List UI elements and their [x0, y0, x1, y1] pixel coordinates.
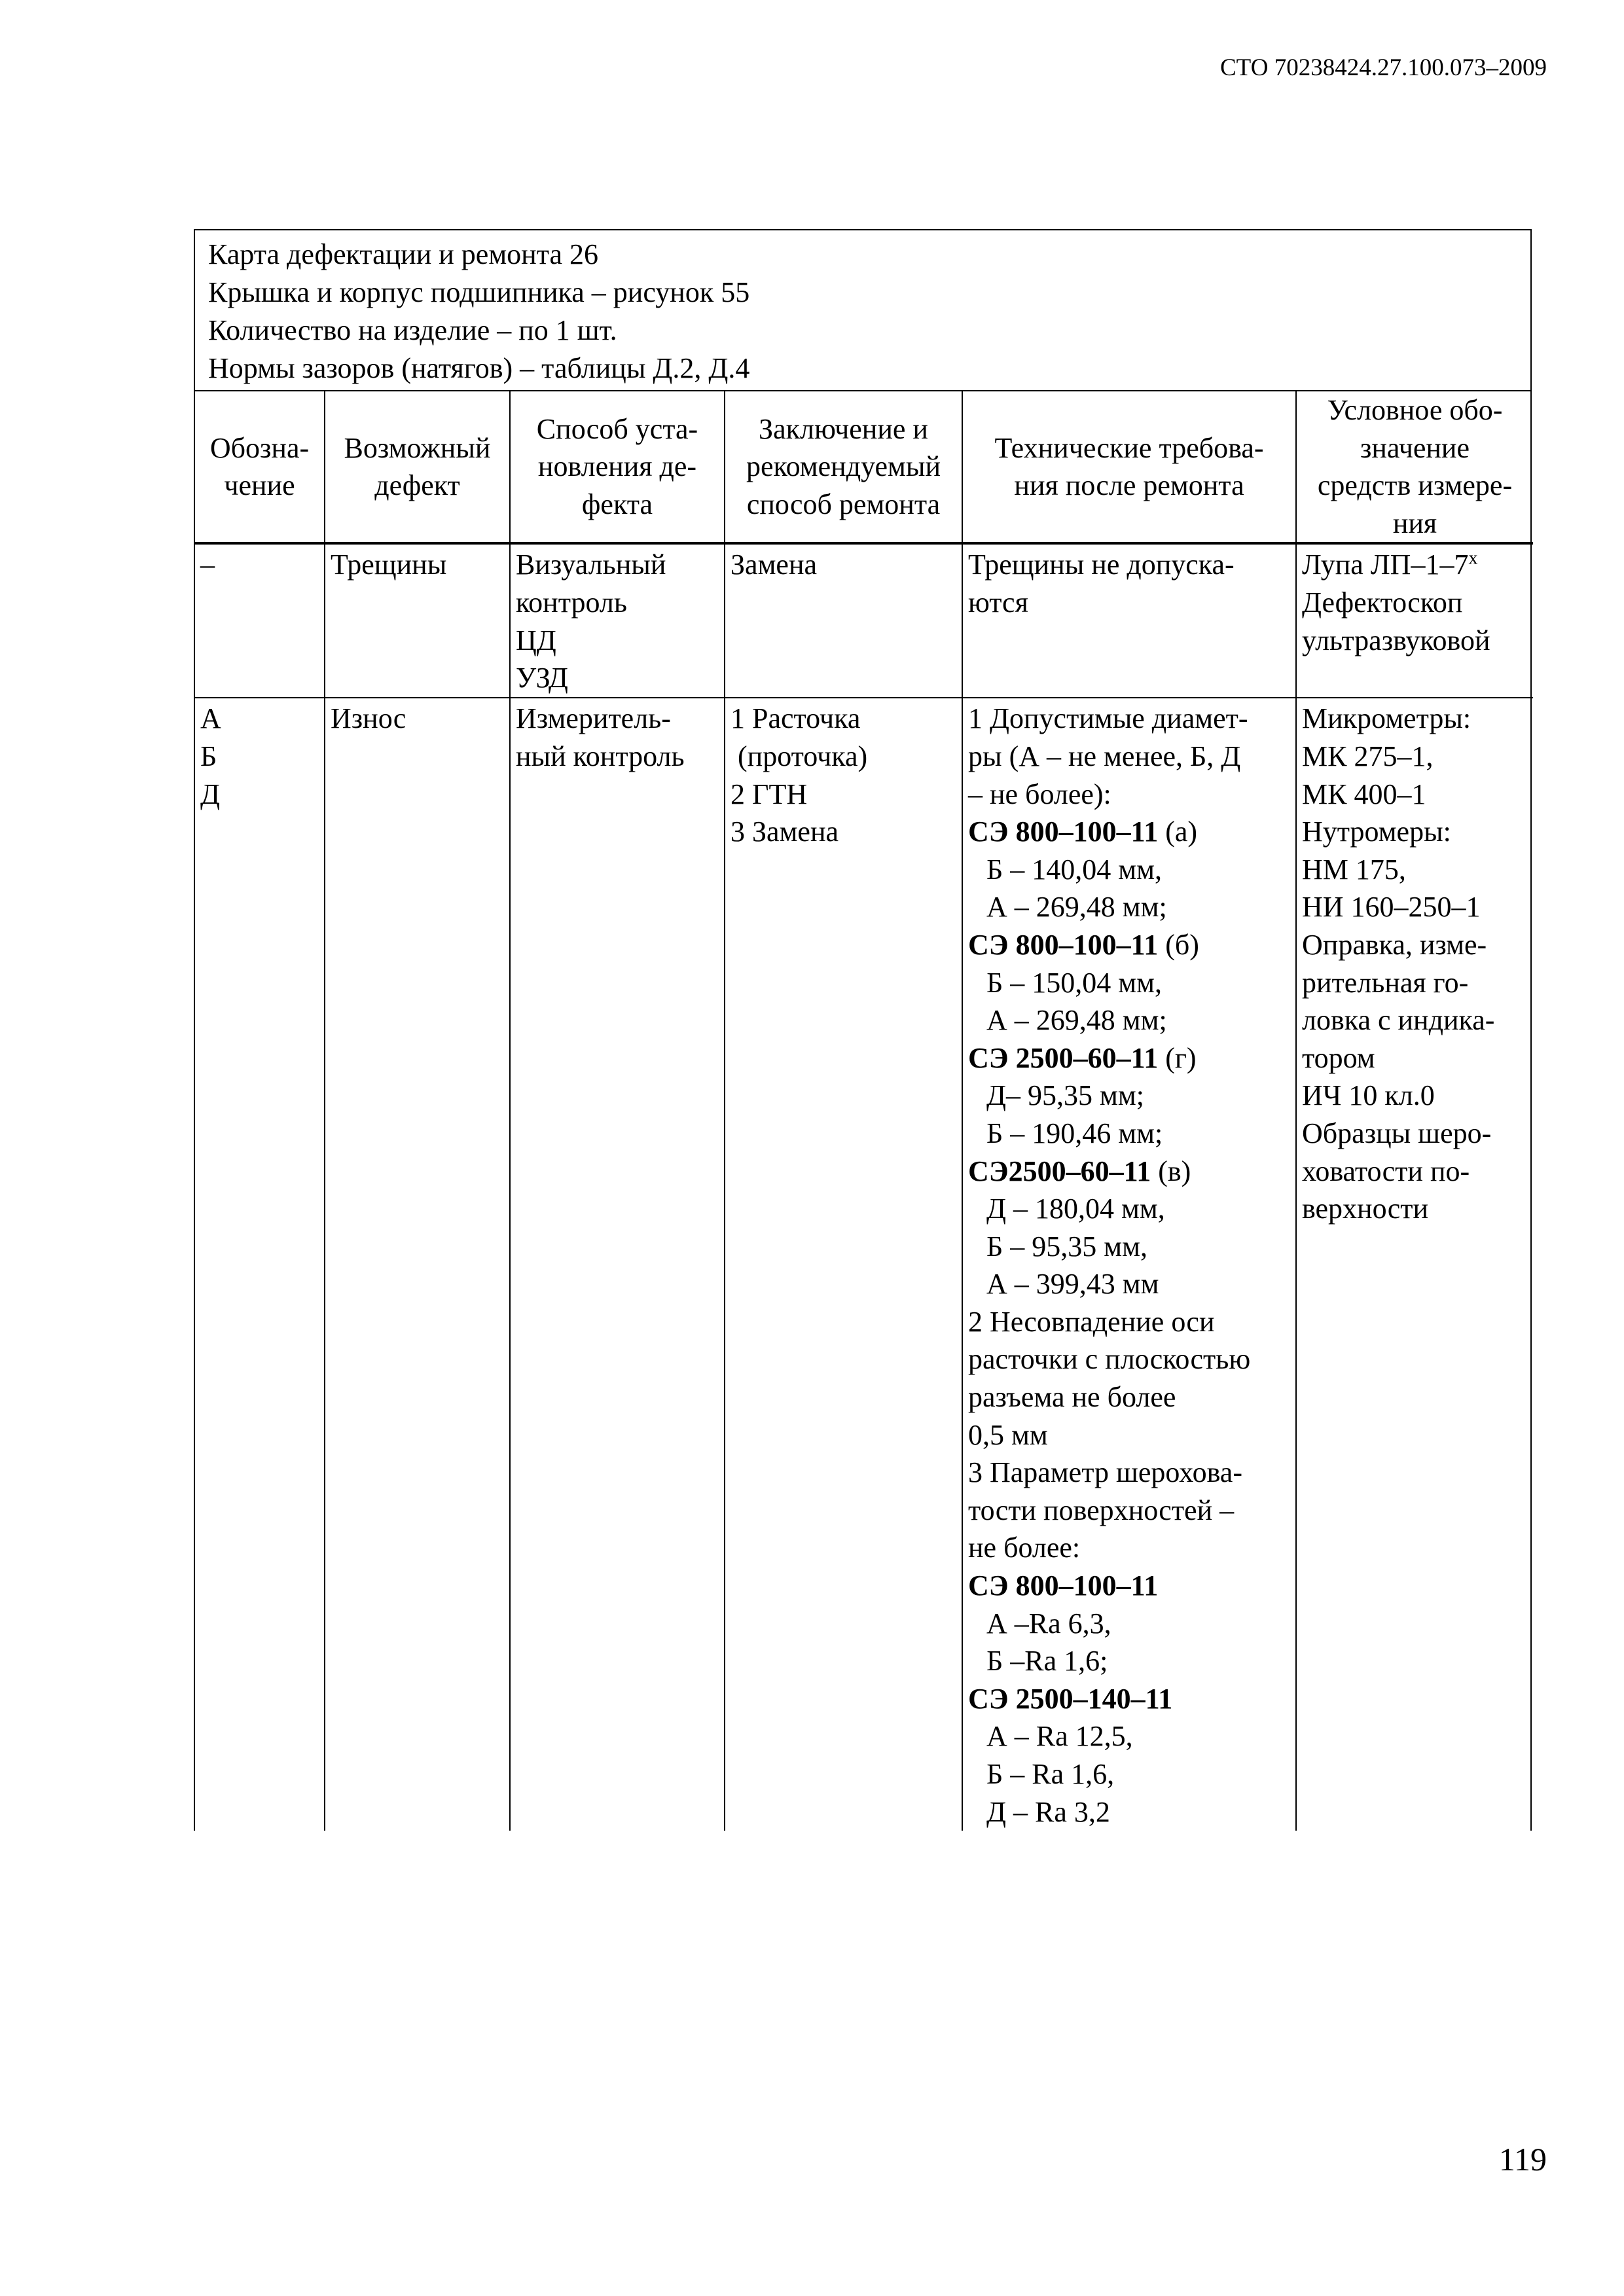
requirement-text: (б) — [1158, 928, 1199, 961]
requirement-line — [968, 926, 1290, 964]
requirement-text: (в) — [1151, 1155, 1191, 1187]
requirement-line — [968, 1115, 1290, 1153]
requirement-text: А –Ra 6,3, — [986, 1607, 1111, 1640]
cell-detection-method: Визуальный контроль ЦД УЗД — [510, 543, 725, 698]
requirement-text: Д– 95,35 мм; — [986, 1079, 1144, 1112]
requirement-line — [968, 700, 1290, 738]
cell-designation: А Б Д — [200, 702, 221, 810]
tool-line: Оправка, изме- — [1302, 928, 1487, 961]
header-detection-method: Способ уста- новления де- фекта — [510, 391, 725, 543]
model-designation: СЭ 800–100–11 — [968, 1570, 1159, 1602]
document-code: СТО 70238424.27.100.073–2009 — [1219, 54, 1547, 81]
requirement-line — [968, 1529, 1290, 1567]
requirement-line — [968, 1190, 1290, 1228]
cell-measuring-tools — [1296, 698, 1533, 1831]
requirement-line — [968, 1340, 1290, 1378]
requirement-line — [968, 1077, 1290, 1115]
tool-line: Нутромеры: — [1302, 816, 1451, 848]
requirement-text: Б – Ra 1,6, — [986, 1758, 1115, 1790]
requirement-text: А – 399,43 мм — [986, 1268, 1159, 1300]
cell-defect: Износ — [325, 698, 510, 1831]
tool-line: НМ 175, — [1302, 853, 1406, 886]
requirement-text: Б – 140,04 мм, — [986, 853, 1162, 886]
requirement-text: расточки с плоскостью — [968, 1343, 1251, 1376]
requirement-line — [968, 1378, 1290, 1416]
model-designation: СЭ 2500–140–11 — [968, 1682, 1173, 1715]
requirement-line — [968, 1717, 1290, 1755]
cell-conclusion: Замена — [725, 543, 962, 698]
header-requirements: Технические требова- ния после ремонта — [962, 391, 1296, 543]
requirement-text: 2 Несовпадение оси — [968, 1305, 1215, 1338]
requirement-text: разъема не более — [968, 1381, 1176, 1414]
requirement-line — [968, 1755, 1290, 1793]
requirement-line — [968, 1303, 1290, 1341]
requirement-line — [968, 1228, 1290, 1266]
defect-repair-card — [194, 229, 1532, 1831]
requirement-text: не более: — [968, 1532, 1081, 1564]
cell-conclusion: 1 Расточка (проточка) 2 ГТН 3 Замена — [725, 698, 962, 1831]
defects-table — [195, 391, 1533, 1831]
cell-designation: – — [195, 543, 325, 698]
model-designation: СЭ 800–100–11 — [968, 928, 1159, 961]
requirement-line — [968, 1642, 1290, 1680]
card-title-line: Нормы зазоров (натягов) – таблицы Д.2, Д.4 — [208, 352, 750, 384]
tool-line: МК 400–1 — [1302, 778, 1426, 810]
tool-line: МК 275–1, — [1302, 740, 1434, 772]
requirement-text: Д – Ra 3,2 — [986, 1795, 1110, 1828]
requirement-text: (г) — [1158, 1041, 1197, 1074]
requirement-text: А – 269,48 мм; — [986, 891, 1167, 924]
requirement-text: Б –Ra 1,6; — [986, 1645, 1108, 1677]
cell-requirements: Трещины не допуска- ются — [962, 543, 1296, 698]
card-header — [195, 230, 1530, 391]
requirement-text: 3 Параметр шерохова- — [968, 1456, 1242, 1489]
requirement-text: Д – 180,04 мм, — [986, 1193, 1165, 1225]
header-designation: Обозна- чение — [195, 391, 325, 543]
requirement-text: ры (А – не менее, Б, Д — [968, 740, 1241, 772]
tool-line: ловка с индика- — [1302, 1004, 1495, 1037]
requirement-line — [968, 1454, 1290, 1492]
requirement-line — [968, 1265, 1290, 1303]
header-conclusion: Заключение и рекомендуемый способ ремонта — [725, 391, 962, 543]
requirement-text: – не более): — [968, 778, 1111, 810]
requirement-line — [968, 1153, 1290, 1191]
card-title-line: Крышка и корпус подшипника – рисунок 55 — [208, 276, 750, 308]
page-number: 119 — [1498, 2141, 1547, 2178]
requirement-text: 1 Допустимые диамет- — [968, 702, 1248, 735]
table-header-row — [195, 391, 1533, 543]
requirement-line — [968, 1416, 1290, 1454]
tool-line: НИ 160–250–1 — [1302, 891, 1481, 924]
model-designation: СЭ 2500–60–11 — [968, 1041, 1159, 1074]
card-title-line: Количество на изделие – по 1 шт. — [208, 314, 617, 346]
cell-requirements — [962, 698, 1296, 1831]
cell-detection-method: Измеритель- ный контроль — [510, 698, 725, 1831]
requirement-text: тости поверхностей – — [968, 1494, 1235, 1526]
requirement-text: (а) — [1158, 816, 1198, 848]
table-row — [195, 543, 1533, 698]
tool-line: Образцы шеро- — [1302, 1117, 1492, 1149]
tool-line: ховатости по- — [1302, 1155, 1470, 1187]
requirement-line — [968, 1001, 1290, 1039]
requirement-line — [968, 1793, 1290, 1831]
tool-line: ИЧ 10 кл.0 — [1302, 1079, 1435, 1112]
requirement-text: Б – 150,04 мм, — [986, 966, 1162, 999]
tool-line: тором — [1302, 1041, 1375, 1074]
requirement-text: А – Ra 12,5, — [986, 1720, 1133, 1753]
requirement-text: А – 269,48 мм; — [986, 1004, 1167, 1037]
requirement-line — [968, 1680, 1290, 1718]
requirement-line — [968, 813, 1290, 851]
requirement-line — [968, 776, 1290, 814]
tool-line: рительная го- — [1302, 966, 1469, 999]
table-row — [195, 698, 1533, 1831]
requirement-line — [968, 1605, 1290, 1643]
requirement-text: Б – 190,46 мм; — [986, 1117, 1163, 1149]
header-defect: Возможный дефект — [325, 391, 510, 543]
requirement-line — [968, 1039, 1290, 1077]
header-measuring-tools: Условное обо- значение средств измере- ния — [1296, 391, 1533, 543]
requirement-line — [968, 888, 1290, 926]
requirement-line — [968, 964, 1290, 1002]
requirement-text: 0,5 мм — [968, 1418, 1048, 1451]
requirement-text: Б – 95,35 мм, — [986, 1230, 1147, 1263]
cell-defect: Трещины — [325, 543, 510, 698]
model-designation: СЭ2500–60–11 — [968, 1155, 1151, 1187]
requirement-line — [968, 1567, 1290, 1605]
requirement-line — [968, 851, 1290, 889]
tool-line: верхности — [1302, 1193, 1428, 1225]
requirement-line — [968, 738, 1290, 776]
requirement-line — [968, 1492, 1290, 1530]
model-designation: СЭ 800–100–11 — [968, 816, 1159, 848]
cell-measuring-tools: Лупа $ЛП-1-7^х$ Дефектоскоп ультразвуковой — [1296, 543, 1533, 698]
card-title-line: Карта дефектации и ремонта 26 — [208, 238, 598, 270]
tool-line: Микрометры: — [1302, 702, 1471, 735]
